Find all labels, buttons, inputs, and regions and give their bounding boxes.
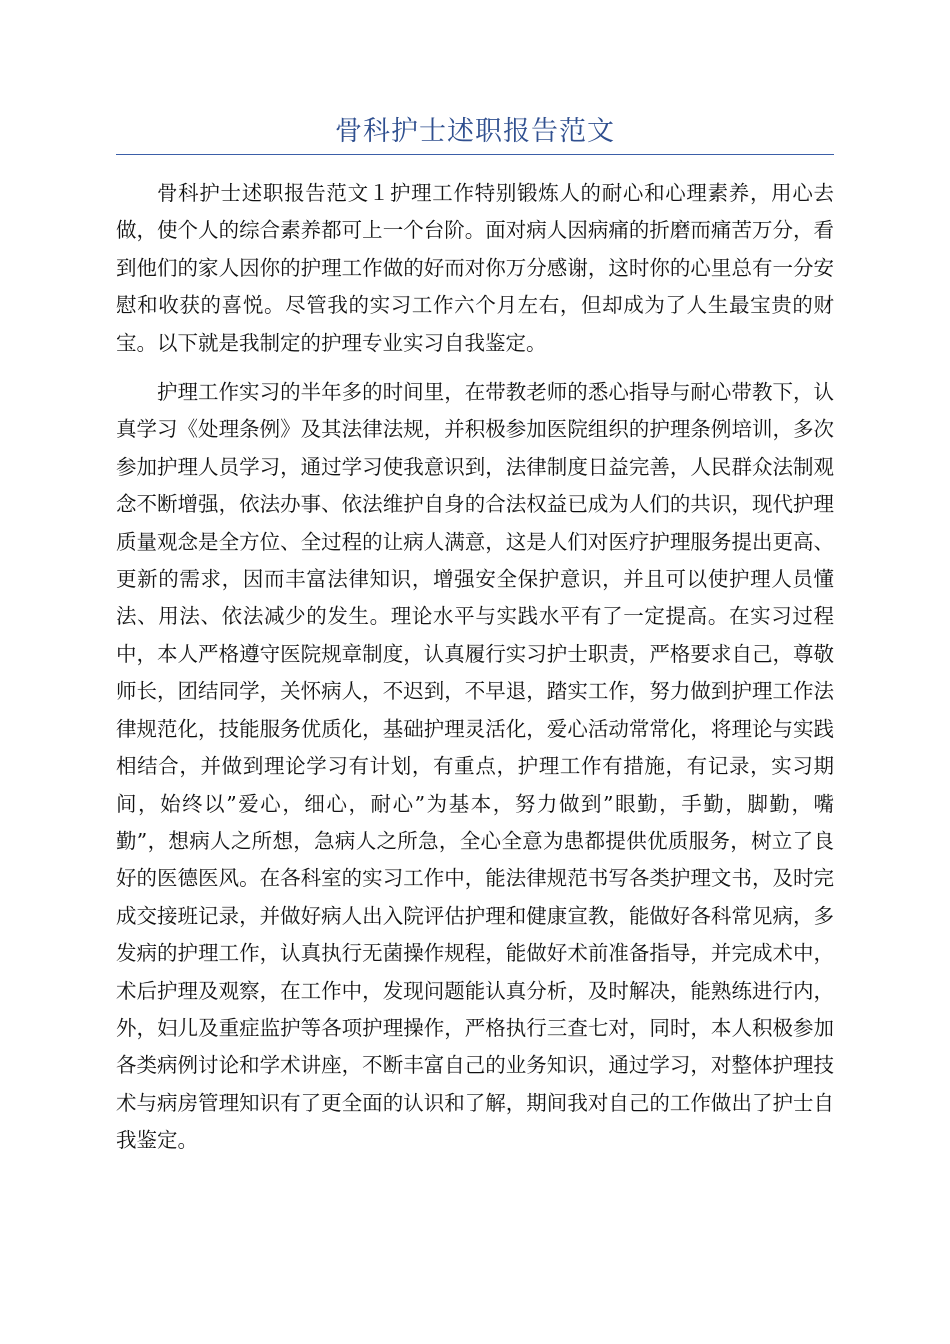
title-divider [116,154,834,155]
document-body [116,175,834,1172]
page-title: 骨科护士述职报告范文 [335,116,615,147]
paragraph-2: 护理工作实习的半年多的时间里，在带教老师的悉心指导与耐心带教下，认真学习《处理条例》及其法律法规，并积极参加医院组织的护理条例培训，多次参加护理人员学习，通过学习使我意识到，法律制度日益完善，人民群众法制观念不断增强，依法办事、依法维护自身的合法权益已成为人们的共识，现代护理质量观念是全方位、全过程的让病人满意，这是人们对医疗护理服务提出更高、更新的需求，因而丰富法律知识，增强安全保护意识，并且可以使护理人员懂法、用法、依法减少的发生。理论水平与实践水平有了一定提高。在实习过程中，本人严格遵守医院规章制度，认真履行实习护士职责，严格要求自己，尊敬师长，团结同学，关怀病人，不迟到，不早退，踏实工作，努力做到护理工作法律规范化，技能服务优质化，基础护理灵活化，爱心活动常常化，将理论与实践相结合，并做到理论学习有计划，有重点，护理工作有措施，有记录，实习期间，始终以”爱心，细心，耐心”为基本，努力做到”眼勤，手勤，脚勤，嘴勤”，想病人之所想，急病人之所急，全心全意为患都提供优质服务，树立了良好的医德医风。在各科室的实习工作中，能法律规范书写各类护理文书，及时完成交接班记录，并做好病人出入院评估护理和健康宣教，能做好各科常见病，多发病的护理工作，认真执行无菌操作规程，能做好术前准备指导，并完成术中，术后护理及观察，在工作中，发现问题能认真分析，及时解决，能熟练进行内，外，妇儿及重症监护等各项护理操作，严格执行三查七对，同时，本人积极参加各类病例讨论和学术讲座，不断丰富自己的业务知识，通过学习，对整体护理技术与病房管理知识有了更全面的认识和了解，期间我对自己的工作做出了护士自我鉴定。 [116,380,834,1153]
paragraph-1: 骨科护士述职报告范文１护理工作特别锻炼人的耐心和心理素养，用心去做，使个人的综合素养都可上一个台阶。面对病人因病痛的折磨而痛苦万分，看到他们的家人因你的护理工作做的好而对你万分感谢，这时你的心里总有一分安慰和收获的喜悦。尽管我的实习工作六个月左右，但却成为了人生最宝贵的财宝。以下就是我制定的护理专业实习自我鉴定。 [116,181,834,355]
